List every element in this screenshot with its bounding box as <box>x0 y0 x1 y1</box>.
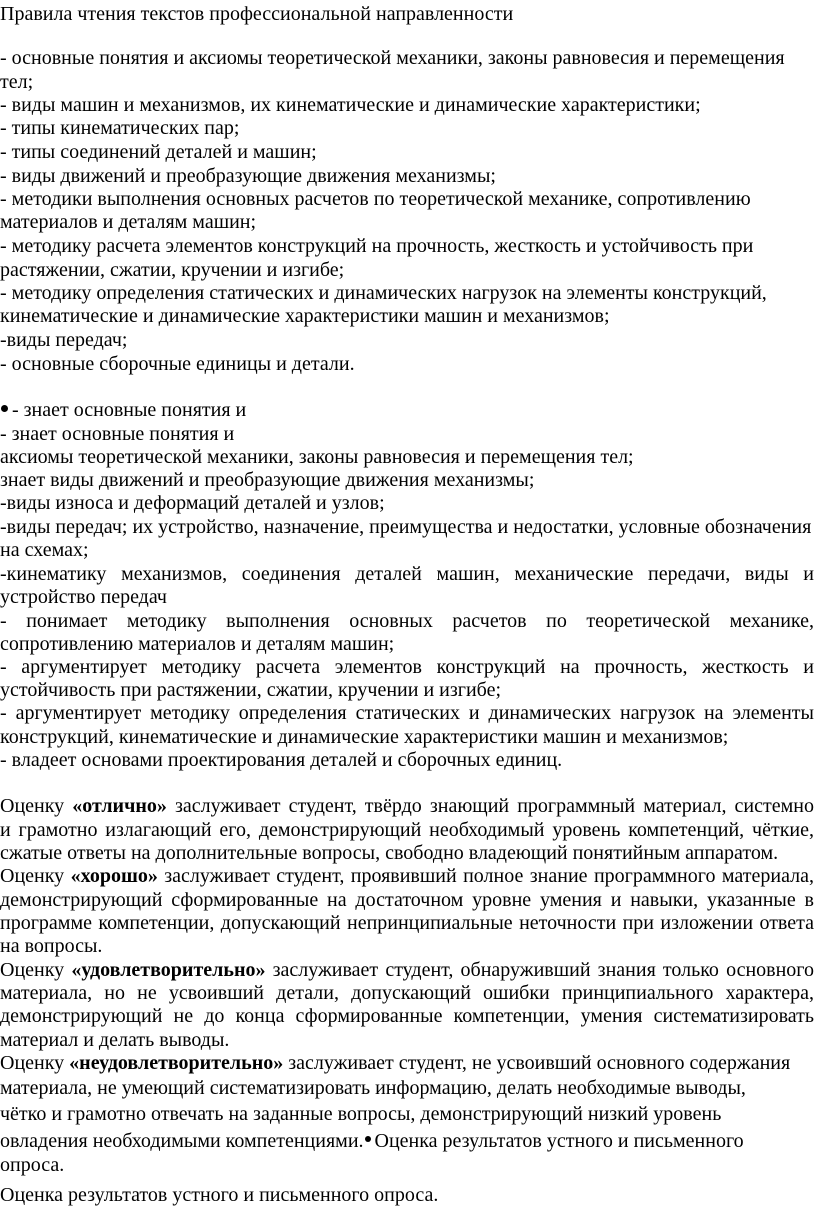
requirement-line: - основные понятия и аксиомы теоретической механики, законы равновесия и перемещения <box>0 47 785 69</box>
competency-line: знает виды движений и преобразующие движения механизмы; <box>0 469 535 491</box>
competency-line: -виды износа и деформаций деталей и узлов; <box>0 492 385 514</box>
grading-line <box>0 795 814 817</box>
text-span: Оценку <box>0 795 73 817</box>
document-title: Правила чтения текстов профессиональной направленности <box>0 3 514 25</box>
requirement-line: - методику расчета элементов конструкций на прочность, жесткость и устойчивость при <box>0 235 754 257</box>
competency-line: -виды передач; их устройство, назначение, преимущества и недостатки, условные обозначения <box>0 516 812 538</box>
requirement-line: - типы кинематических пар; <box>0 117 240 139</box>
text-span: Оценку <box>0 1052 70 1074</box>
grading-line <box>0 865 814 887</box>
grade-label: «удовлетворительно» <box>71 959 266 981</box>
grading-line: материала, не умеющий систематизировать информацию, делать необходимые выводы, <box>0 1077 746 1099</box>
requirement-line: - основные сборочные единицы и детали. <box>0 353 355 375</box>
requirement-line: - типы соединений деталей и машин; <box>0 141 317 163</box>
text-span: заслуживает студент, твёрдо знающий программный материал, системно <box>166 795 814 817</box>
bullet-icon <box>365 1136 371 1142</box>
competency-line: сопротивлению материалов и деталям машин; <box>0 633 395 655</box>
requirement-line: -виды передач; <box>0 329 128 351</box>
requirement-line: кинематические и динамические характеристики машин и механизмов; <box>0 305 610 327</box>
text-span: заслуживает студент, не усвоивший основного содержания <box>283 1052 791 1074</box>
text-span: овладения необходимыми компетенциями. <box>0 1130 364 1152</box>
competency-line: - знает основные понятия и <box>0 423 235 445</box>
text-span: Оценку <box>0 959 72 981</box>
competency-line: на схемах; <box>0 539 89 561</box>
competency-line: конструкций, кинематические и динамические характеристики машин и механизмов; <box>0 726 729 748</box>
text-span: заслуживает студент, обнаруживший знания только основного <box>265 959 814 981</box>
grading-line <box>0 1130 744 1152</box>
competency-line: - аргументирует методику расчета элементов конструкций на прочность, жесткость и <box>0 656 814 678</box>
grade-label: «неудовлетворительно» <box>69 1052 284 1074</box>
grading-line: демонстрирующий сформированные на достаточном уровне умения и навыки, указанные в <box>0 889 814 911</box>
text-span: Оценку <box>0 865 71 887</box>
competency-line: - аргументирует методику определения статических и динамических нагрузок на элементы <box>0 702 814 724</box>
competency-line: - владеет основами проектирования деталей и сборочных единиц. <box>0 749 563 771</box>
grade-label: «отлично» <box>72 795 167 817</box>
text-span: - знает основные понятия и <box>12 399 247 421</box>
grading-line: Оценка результатов устного и письменного опроса. <box>0 1184 439 1206</box>
requirement-line: - виды машин и механизмов, их кинематические и динамические характеристики; <box>0 94 701 116</box>
text-span: заслуживает студент, проявивший полное знание программного материала, <box>157 865 814 887</box>
grading-line: опроса. <box>0 1154 65 1176</box>
grading-line: чётко и грамотно отвечать на заданные вопросы, демонстрирующий низкий уровень <box>0 1103 722 1125</box>
competency-line: -кинематику механизмов, соединения деталей машин, механические передачи, виды и <box>0 563 814 585</box>
competency-line: устройство передач <box>0 586 167 608</box>
requirement-line: - методики выполнения основных расчетов по теоретической механике, сопротивлению <box>0 188 751 210</box>
grading-line: сжатые ответы на дополнительные вопросы, свободно владеющий понятийным аппаратом. <box>0 842 779 864</box>
grading-line: на вопросы. <box>0 935 103 957</box>
grading-line: демонстрирующий не до конца сформированные компетенции, умения систематизировать <box>0 1005 814 1027</box>
competency-line: аксиомы теоретической механики, законы равновесия и перемещения тел; <box>0 446 634 468</box>
competency-line: устойчивость при растяжении, сжатии, кручении и изгибе; <box>0 679 501 701</box>
requirement-line: - виды движений и преобразующие движения механизмы; <box>0 165 496 187</box>
requirement-line: материалов и деталям машин; <box>0 211 257 233</box>
grading-line: материал и делать выводы. <box>0 1029 230 1051</box>
grading-line: и грамотно излагающий его, демонстрирующий необходимый уровень компетенций, чёткие, <box>0 819 814 841</box>
requirement-line: растяжении, сжатии, кручении и изгибе; <box>0 259 345 281</box>
grading-line: программе компетенции, допускающий непринципиальные неточности при изложении ответа <box>0 912 814 934</box>
grade-label: «хорошо» <box>70 865 158 887</box>
bullet-icon <box>1 405 8 412</box>
grading-line <box>0 959 814 981</box>
grading-line <box>0 1052 790 1074</box>
requirement-line: тел; <box>0 71 34 93</box>
competency-line <box>0 399 246 421</box>
grading-line: материала, но не усвоивший детали, допускающий ошибки принципиального характера, <box>0 982 814 1004</box>
text-span: Оценка результатов устного и письменного <box>374 1130 744 1152</box>
competency-line: - понимает методику выполнения основных расчетов по теоретической механике, <box>0 610 814 632</box>
requirement-line: - методику определения статических и динамических нагрузок на элементы конструкций, <box>0 282 767 304</box>
